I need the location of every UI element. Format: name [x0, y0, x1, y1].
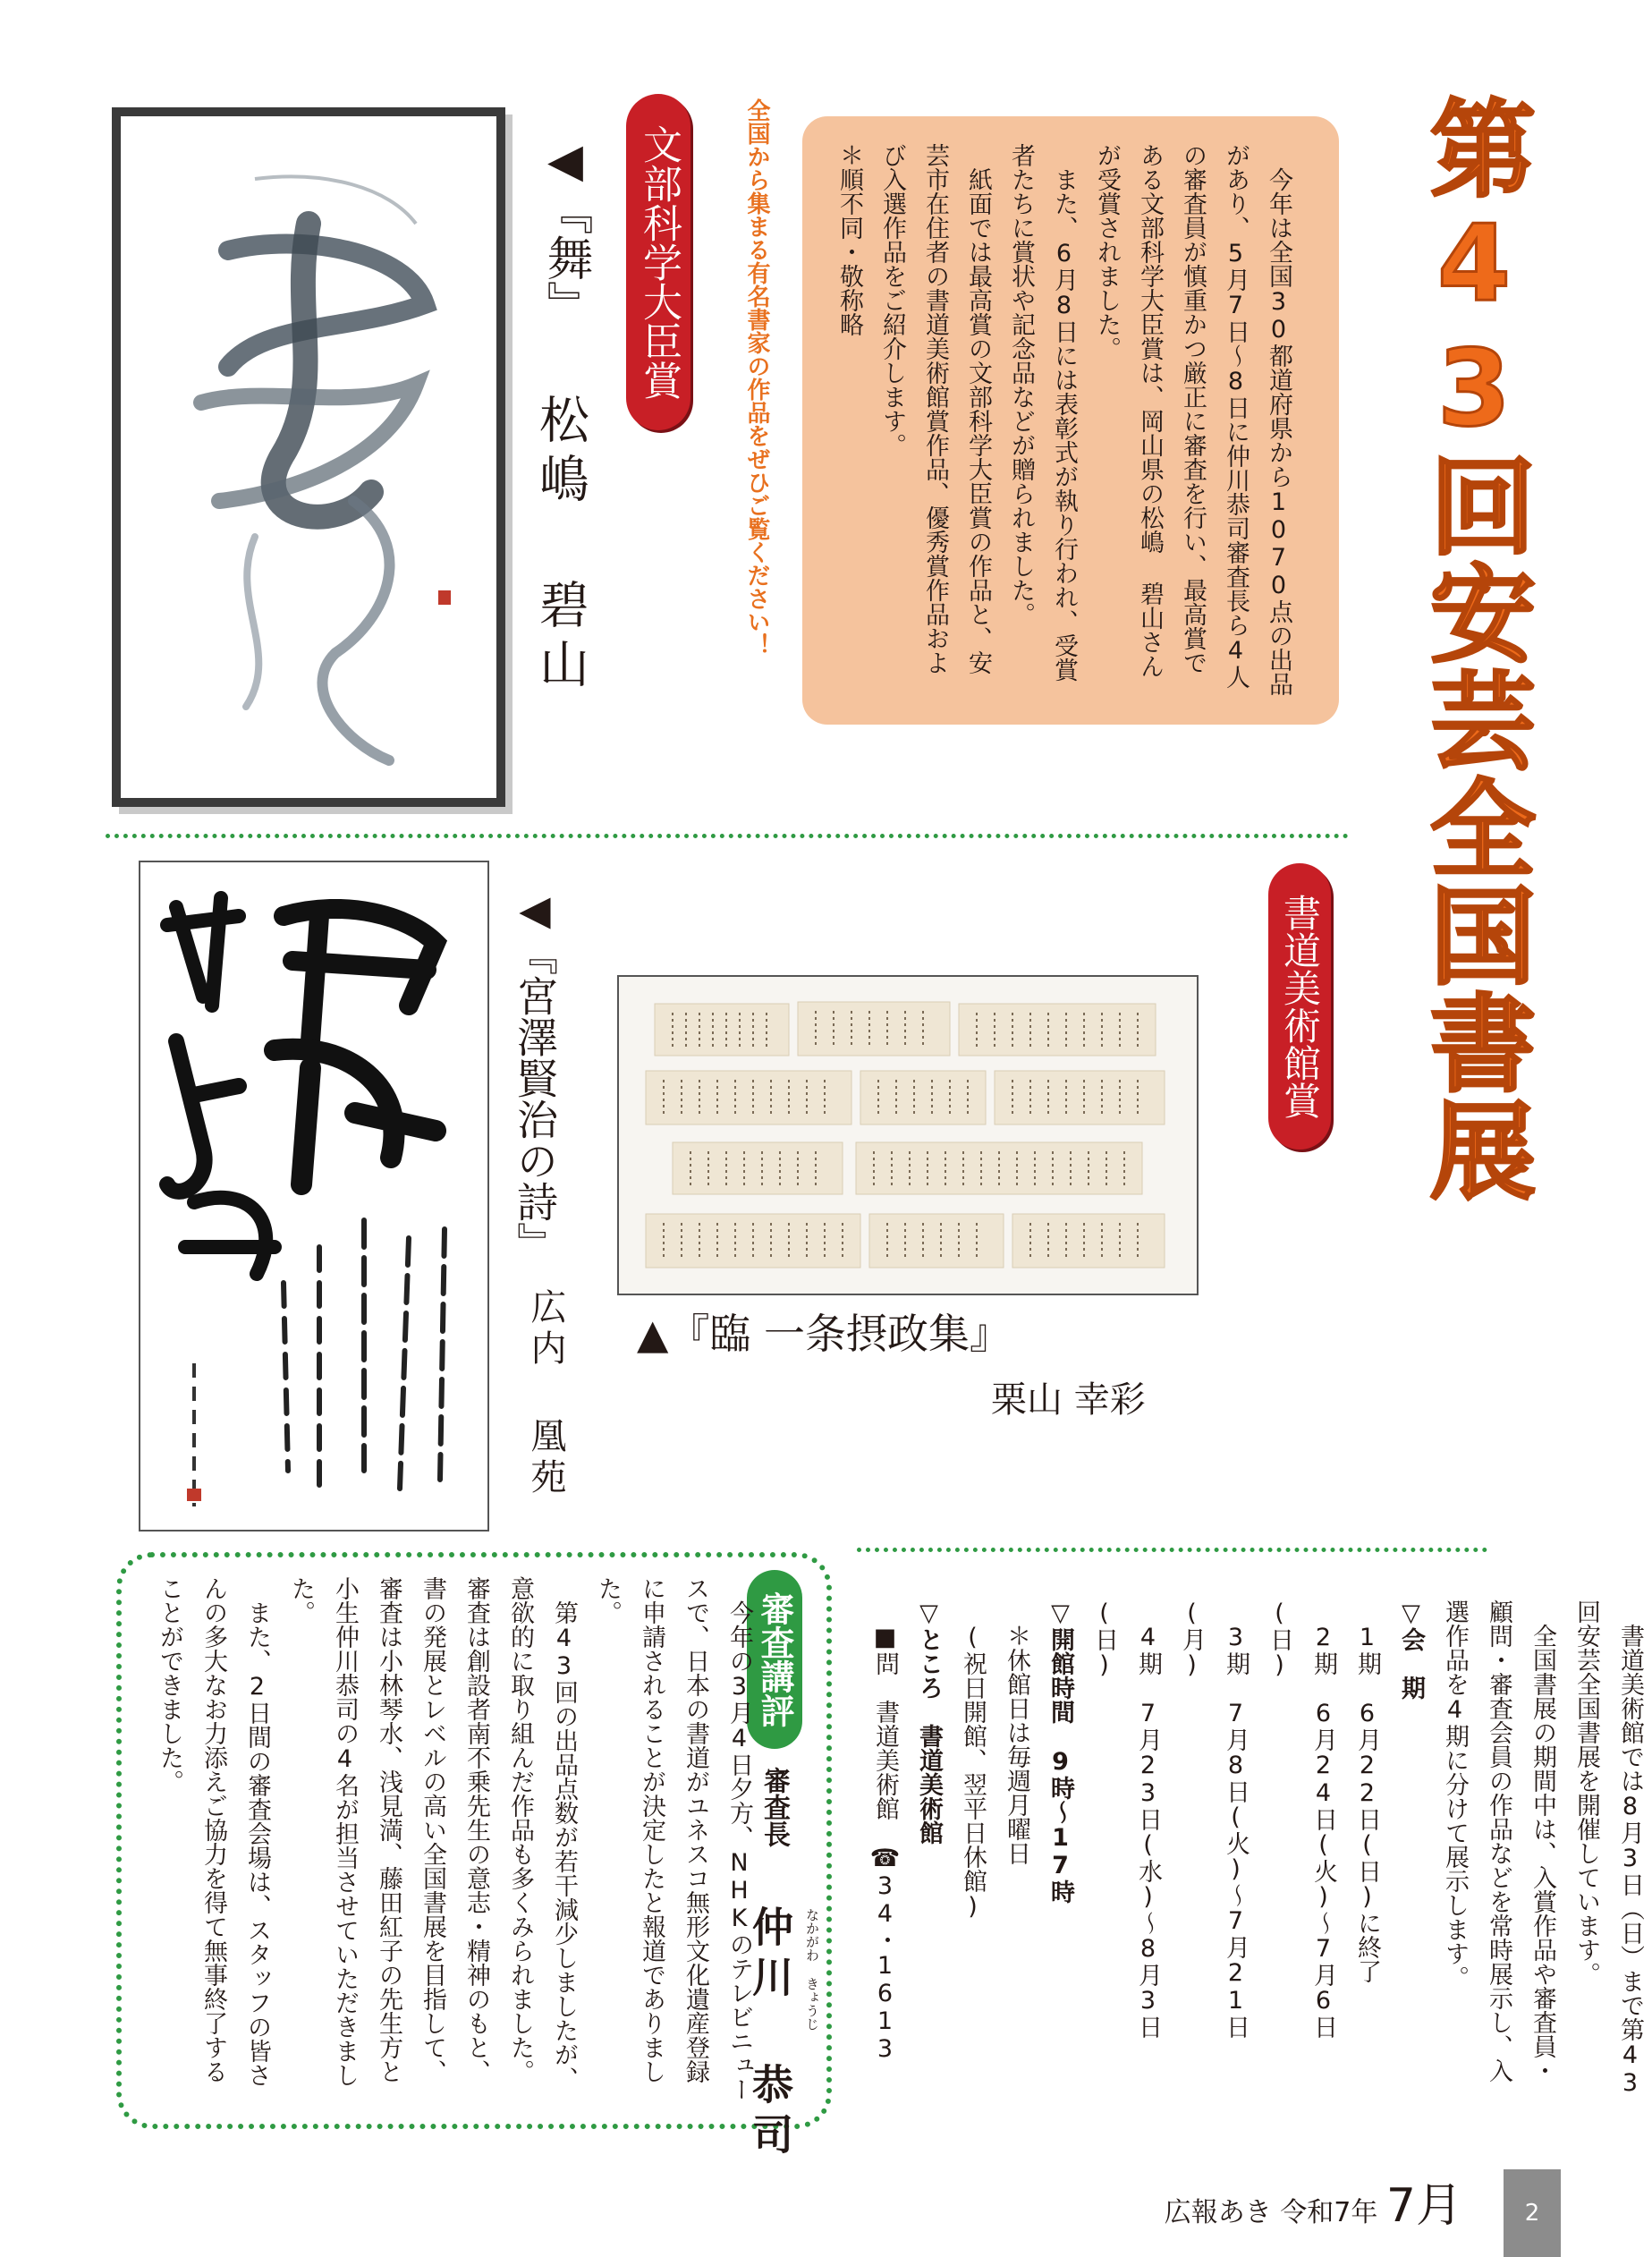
intro-paragraph: 今年は全国30都道府県から1070点の出品があり、5月7日～8日に仲川恭司審査長ら4人の審査員が慎重かつ厳正に審査を行い、最高賞である文部科学大臣賞は、岡山県の松嶋 碧山さんが受賞されました。: [1093, 143, 1292, 696]
notice-line: 4期 7月23日(水)～8月3日(日): [1090, 1599, 1162, 2039]
intro-paragraph: 紙面では最高賞の文部科学大臣賞の作品と、安芸市在住者の書道美術館賞作品、優秀賞作品および入選作品をご紹介します。: [878, 143, 992, 675]
work-title-ichijo: ▲『臨 一条摂政集』: [637, 1310, 1011, 1358]
award-label-museum: 書道美術館賞: [1268, 863, 1331, 1150]
review-paragraph: 今年の3月4日夕方、NHKのテレビニュースで、日本の書道がユネスコ無形文化遺産登録に申請されることが決定したと報道でありました。: [594, 1576, 753, 2101]
reviewer-ruby-family: なかがわ: [804, 1908, 820, 1962]
notice-line: (祝日開館、翌平日休館): [959, 1624, 987, 1921]
reviewer-name: 仲川 恭司: [746, 1905, 794, 2163]
intro-note: ＊順不同・敬称略: [835, 143, 863, 336]
notice-heading: ▽開館時間 9時～17時: [1046, 1599, 1074, 1904]
notice-line: ＊休館日は毎週月曜日: [1003, 1624, 1030, 1865]
calligraphy-ichijo-image: [619, 977, 1197, 1294]
notice-line: 書道美術館では8月3日（日）まで第43回安芸全国書展を開催しています。: [1572, 1599, 1644, 2097]
calligraphy-mai-image: [121, 116, 496, 798]
publication-month: 7月: [1385, 2179, 1462, 2233]
footer: [1164, 2179, 1462, 2233]
intro-text: [827, 143, 1300, 698]
notice-heading: ▽ところ 書道美術館: [915, 1599, 943, 1845]
award-label-monbu: 文部科学大臣賞: [626, 94, 690, 430]
reviewer-ruby-given: きょうじ: [804, 1977, 820, 2031]
artwork-ichijo-sesshoshu: [617, 975, 1199, 1295]
section-divider: [106, 834, 1349, 838]
notice-heading: ▽会 期: [1397, 1599, 1425, 1700]
review-label: 審査講評: [747, 1570, 802, 1749]
review-paragraph: 第43回の出品点数が若干減少しましたが、意欲的に取り組んだ作品も多くみられました。審査は創設者南不乗先生の意志・精神のもと、書の発展とレベルの高い全国書展を目指して、審査は小林琴水、浅見満、藤田紅子の先生方と小生仲川恭司の4名が担当させていただきました。: [287, 1576, 578, 2091]
work-title-mai: ◀『舞』: [538, 134, 592, 327]
notice-line: 1期 6月22日(日)に終了: [1353, 1624, 1381, 1983]
review-paragraph: また、2日間の審査会場は、スタッフの皆さんの多大なお力添えご協力を得て無事終了することができました。: [156, 1576, 271, 2087]
notice-line: 全国書展の期間中は、入賞作品や審査員・顧問・審査会員の作品などを常時展示し、入選作品を4期に分けて展示します。: [1441, 1599, 1556, 2083]
review-text: [148, 1576, 761, 2104]
work-author-matsushima: 松嶋 碧山: [531, 394, 589, 697]
artwork-mai: [112, 107, 505, 807]
intro-paragraph: また、6月8日には表彰式が執り行われ、受賞者たちに賞状や記念品などが贈られました。: [1007, 143, 1078, 682]
work-title-miyazawa: ◀『宮澤賢治の詩』: [511, 886, 559, 1263]
tagline: 全国から集まる有名書家の作品をぜひご覧ください！: [743, 98, 770, 657]
work-author-hirouchi: 広内 凰苑: [525, 1288, 566, 1499]
calligraphy-miyazawa-image: [140, 862, 487, 1530]
intro-box: [802, 116, 1339, 725]
exhibition-notice: [863, 1599, 1652, 2100]
publication-name: 広報あき: [1164, 2197, 1272, 2228]
work-author-kuriyama: 栗山 幸彩: [991, 1379, 1146, 1421]
notice-line: ■問 書道美術館 ☎34・1613: [871, 1624, 899, 2063]
page-number: 2: [1504, 2169, 1561, 2257]
section-divider: [857, 1548, 1487, 1552]
publication-era: 令和7年: [1280, 2197, 1378, 2228]
reviewer-role: 審査長: [758, 1767, 790, 1847]
artwork-miyazawa-poem: [139, 861, 489, 1532]
notice-line: 2期 6月24日(火)～7月6日(日): [1266, 1599, 1337, 2039]
notice-line: 3期 7月8日(火)～7月21日(月): [1178, 1599, 1250, 2039]
page-title: 第43回安芸全国書展: [1412, 94, 1536, 1203]
